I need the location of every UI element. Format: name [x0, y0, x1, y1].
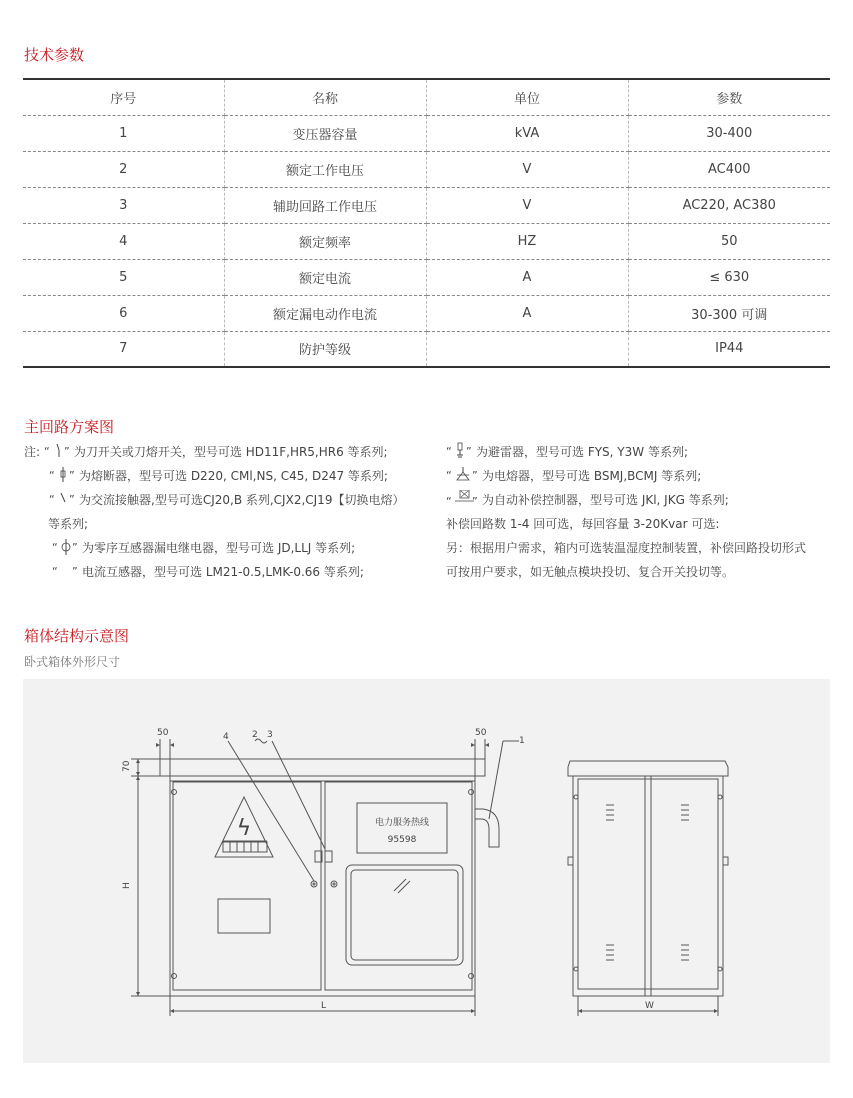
- note-knife-switch: 为刀开关或刀熔开关，型号可选 HD11F,HR5,HR6 等系列;: [73, 445, 388, 459]
- note-line: [446, 560, 806, 584]
- cell-value: AC400: [628, 151, 830, 187]
- current-transformer-symbol-icon: [52, 566, 82, 580]
- note-fuse: 为熔断器，型号可选 D220, CMl,NS, C45, D247 等系列;: [79, 469, 388, 483]
- callout-4: 4: [223, 732, 229, 742]
- notes-prefix: 注:: [24, 445, 41, 459]
- dim-label-w: W: [645, 1001, 654, 1011]
- col-header-name: 名称: [224, 79, 426, 115]
- cell-unit: A: [426, 259, 628, 295]
- table-row: [23, 331, 830, 367]
- side-roof: [568, 761, 728, 776]
- dim-label-50-left: 50: [157, 728, 169, 738]
- cell-name: 防护等级: [224, 331, 426, 367]
- note-contactor: 为交流接触器,型号可选CJ20,B 系列,CJX2,CJ19【切换电熔）: [79, 493, 405, 507]
- handle-3: [325, 851, 332, 862]
- svg-text:”: ”: [472, 468, 478, 482]
- note-line: [446, 536, 806, 560]
- note-contactor-cont: 等系列;: [48, 517, 89, 531]
- door-lock-right: [331, 881, 337, 887]
- hotline-plate: [357, 803, 447, 853]
- cell-value: 30-300 可调: [628, 295, 830, 331]
- table-row: [23, 223, 830, 259]
- svg-text:“: “: [446, 444, 452, 458]
- cell-index: 6: [23, 295, 224, 331]
- cell-index: 5: [23, 259, 224, 295]
- surge-arrester-symbol-icon: [446, 446, 476, 460]
- cell-index: 4: [23, 223, 224, 259]
- table-row: [23, 115, 830, 151]
- svg-text:“: “: [43, 444, 50, 458]
- capacitor-symbol-icon: [446, 470, 476, 484]
- svg-text:“: “: [49, 468, 55, 482]
- callout-leader-1: [489, 741, 503, 819]
- note-line: [446, 488, 806, 512]
- spec-table: [23, 78, 830, 368]
- svg-text:”: ”: [466, 444, 472, 458]
- door-lock-left: [311, 881, 317, 887]
- note-line: [24, 488, 404, 512]
- table-header-row: [23, 79, 830, 115]
- table-row: [23, 295, 830, 331]
- note-line: [446, 512, 806, 536]
- note-line: [446, 464, 806, 488]
- table-row: [23, 151, 830, 187]
- col-header-unit: 单位: [426, 79, 628, 115]
- contactor-symbol-icon: [49, 494, 79, 508]
- dim-label-l: L: [321, 1001, 327, 1011]
- cell-value: 50: [628, 223, 830, 259]
- cell-value: IP44: [628, 331, 830, 367]
- cell-index: 7: [23, 331, 224, 367]
- fuse-symbol-icon: [49, 470, 79, 484]
- side-hinge-right: [723, 857, 728, 865]
- dim-label-70: 70: [122, 760, 132, 772]
- knife-switch-symbol-icon: [44, 446, 74, 460]
- circuit-title: 主回路方案图: [24, 418, 115, 436]
- svg-text:”: ”: [69, 492, 75, 506]
- note-optional-devices: 另：根据用户需求，箱内可选装温湿度控制装置，补偿回路投切形式: [446, 541, 807, 555]
- cell-unit: [426, 331, 628, 367]
- callout-1: 1: [519, 736, 525, 746]
- note-line: [24, 440, 404, 464]
- cell-index: 1: [23, 115, 224, 151]
- svg-text:“: “: [49, 492, 55, 506]
- cell-unit: A: [426, 295, 628, 331]
- table-row: [23, 187, 830, 223]
- cable-pipe: [475, 809, 499, 847]
- structure-subtitle: 卧式箱体外形尺寸: [24, 655, 121, 669]
- svg-text:”: ”: [72, 540, 78, 554]
- cell-value: ≤ 630: [628, 259, 830, 295]
- note-current-transformer: 电流互感器，型号可选 LM21-0.5,LMK-0.66 等系列;: [82, 565, 364, 579]
- cell-value: AC220, AC380: [628, 187, 830, 223]
- hotline-label: 电力服务热线: [374, 818, 430, 828]
- callout-3: 3: [267, 730, 273, 740]
- tech-params-title: 技术参数: [24, 46, 85, 64]
- nameplate: [218, 899, 270, 933]
- auto-compensation-controller-symbol-icon: [446, 494, 476, 508]
- svg-text:”: ”: [472, 494, 478, 508]
- callout-2: 2: [252, 730, 258, 740]
- vent-slots-bottom: [606, 945, 689, 960]
- svg-text:“: “: [52, 564, 58, 578]
- front-body: [170, 776, 475, 996]
- notes-left: [24, 440, 404, 584]
- note-auto-compensation-controller: 为自动补偿控制器，型号可选 JKl, JKG 等系列;: [482, 493, 729, 507]
- cell-unit: HZ: [426, 223, 628, 259]
- cell-name: 变压器容量: [224, 115, 426, 151]
- vent-slots-top: [606, 805, 689, 820]
- note-capacitor: 为电熔器，型号可选 BSMJ,BCMJ 等系列;: [482, 469, 702, 483]
- cell-unit: V: [426, 151, 628, 187]
- svg-text:”: ”: [63, 444, 70, 458]
- cell-name: 额定工作电压: [224, 151, 426, 187]
- svg-text:”: ”: [72, 564, 78, 578]
- cell-name: 辅助回路工作电压: [224, 187, 426, 223]
- cell-index: 2: [23, 151, 224, 187]
- hotline-number: 95598: [387, 835, 417, 845]
- cell-name: 额定电流: [224, 259, 426, 295]
- col-header-value: 参数: [628, 79, 830, 115]
- dim-label-50-right: 50: [475, 728, 487, 738]
- svg-text:“: “: [446, 494, 452, 508]
- cell-name: 额定漏电动作电流: [224, 295, 426, 331]
- side-hinge-left: [568, 857, 573, 865]
- front-roof: [160, 759, 485, 776]
- side-body: [573, 776, 723, 996]
- front-left-door: [173, 782, 321, 990]
- note-zero-sequence-ct: 为零序互感器漏电继电器，型号可选 JD,LLJ 等系列;: [82, 541, 356, 555]
- note-switching-modes: 可按用户要求，如无触点模块投切、复合开关投切等。: [446, 565, 735, 579]
- note-line: [24, 536, 404, 560]
- dim-label-h: H: [122, 882, 132, 889]
- cabinet-drawing: [23, 679, 830, 1063]
- table-row: [23, 259, 830, 295]
- note-line: [446, 440, 806, 464]
- lightning-icon: ϟ: [236, 816, 252, 841]
- note-line: [24, 560, 404, 584]
- note-line: [24, 512, 404, 536]
- notes-right: [446, 440, 806, 584]
- cell-name: 额定频率: [224, 223, 426, 259]
- svg-text:“: “: [52, 540, 58, 554]
- cell-unit: V: [426, 187, 628, 223]
- cell-unit: kVA: [426, 115, 628, 151]
- cell-index: 3: [23, 187, 224, 223]
- note-line: [24, 464, 404, 488]
- col-header-index: 序号: [23, 79, 224, 115]
- note-surge-arrester: 为避雷器，型号可选 FYS, Y3W 等系列;: [476, 445, 688, 459]
- cabinet-drawing-svg: [23, 679, 830, 1063]
- svg-text:”: ”: [69, 468, 75, 482]
- structure-title: 箱体结构示意图: [24, 627, 130, 645]
- cell-value: 30-400: [628, 115, 830, 151]
- zero-sequence-ct-symbol-icon: [52, 542, 82, 556]
- svg-text:“: “: [446, 468, 452, 482]
- note-compensation-loops: 补偿回路数 1-4 回可选，每回容量 3-20Kvar 可选:: [446, 517, 720, 531]
- callout-leader-4: [228, 741, 314, 881]
- callout-leader-3: [272, 741, 325, 849]
